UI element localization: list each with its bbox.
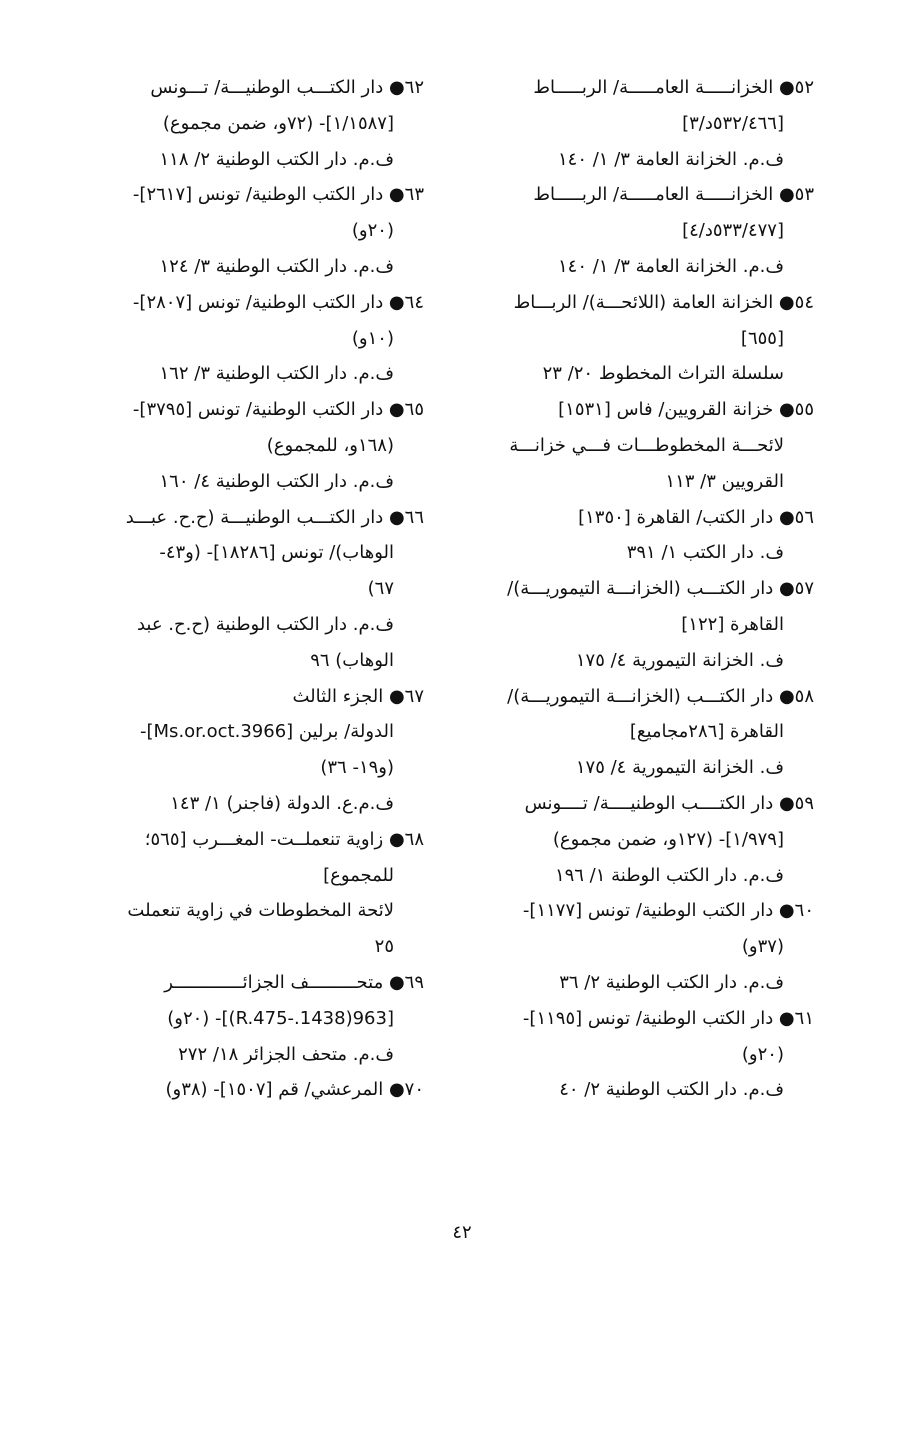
entry-heading-line: ٦٦● دار الكتـــب الوطنيـــة (ح.ح. عبـــد <box>125 506 424 528</box>
entry-detail-line: ف.م. الخزانة العامة ٣/ ١/ ١٤٠ <box>557 148 784 170</box>
entry-detail-line: الوهاب) ٩٦ <box>310 649 394 671</box>
entry-heading-line: ٥٣● الخزانـــــة العامـــــة/ الربـــــاط <box>533 184 814 206</box>
entry-heading-line: ٥٧● دار الكتـــب (الخزانـــة التيموريـــة)/ <box>507 578 814 600</box>
entry-detail-line: ف. الخزانة التيمورية ٤/ ١٧٥ <box>575 649 784 671</box>
page-number: ٤٢ <box>452 1222 472 1243</box>
entry-heading-line: ٦٠● دار الكتب الوطنية/ تونس [١١٧٧]- <box>522 900 814 922</box>
entry-detail-line: [١/٩٧٩]- (١٢٧و، ضمن مجموع) <box>552 828 784 850</box>
entry-detail-line: ف.م. الخزانة العامة ٣/ ١/ ١٤٠ <box>557 255 784 277</box>
entry-detail-line: (١٦٨و، للمجموع) <box>266 434 394 456</box>
entry-detail-line: للمجموع] <box>323 864 394 886</box>
entry-detail-line: ف. دار الكتب ١/ ٣٩١ <box>626 542 784 564</box>
entry-detail-line: لائحة المخطوطات في زاوية تنعملت <box>127 900 394 922</box>
entry-heading-line: ٥٥● خزانة القرويين/ فاس [١٥٣١] <box>558 399 814 421</box>
entry-detail-line: [٦٥٥] <box>740 327 784 349</box>
entry-heading-line: ٥٤● الخزانة العامة (اللائحـــة)/ الربـــاط <box>513 291 814 313</box>
entry-detail-line: (٣٧و) <box>741 936 784 958</box>
entry-detail-line: ف.م.ع. الدولة (فاجنر) ١/ ١٤٣ <box>170 792 394 814</box>
entry-heading-line: ٥٦● دار الكتب/ القاهرة [١٣٥٠] <box>578 506 814 528</box>
entry-detail-line: لائحـــة المخطوطـــات فـــي خزانـــة <box>509 434 784 456</box>
entry-heading-line: ٦٨● زاوية تنعملــت- المغـــرب [٥٦٥؛ <box>144 828 424 850</box>
entry-heading-line: ٦٣● دار الكتب الوطنية/ تونس [٢٦١٧]- <box>132 184 424 206</box>
entry-detail-line: ف. الخزانة التيمورية ٤/ ١٧٥ <box>575 757 784 779</box>
entry-heading-line: ٥٨● دار الكتـــب (الخزانـــة التيموريـــة)/ <box>507 685 814 707</box>
entry-detail-line: ف.م. دار الكتب الوطنية ٢/ ٤٠ <box>559 1079 784 1101</box>
entry-heading-line: ٦٤● دار الكتب الوطنية/ تونس [٢٨٠٧]- <box>132 291 424 313</box>
entry-detail-line: ف.م. دار الكتب الوطنية ٢/ ١١٨ <box>159 148 394 170</box>
entry-detail-line: ف.م. دار الكتب الوطنية ٢/ ٣٦ <box>559 971 784 993</box>
entry-detail-line: ف.م. متحف الجزائر ١٨/ ٢٧٢ <box>178 1043 394 1065</box>
entry-detail-line: القاهرة [١٢٢] <box>681 613 784 635</box>
entry-heading-line: ٥٢● الخزانـــــة العامـــــة/ الربـــــاط <box>533 77 814 98</box>
entry-detail-line: (٢٠و) <box>741 1043 784 1065</box>
entry-heading-line: ٦١● دار الكتب الوطنية/ تونس [١١٩٥]- <box>522 1007 814 1029</box>
entry-detail-line: (و١٩- ٣٦) <box>320 757 394 779</box>
entry-detail-line: [١/١٥٨٧]- (٧٢و، ضمن مجموع) <box>162 112 394 134</box>
entry-detail-line: ف.م. دار الكتب الوطنية ٤/ ١٦٠ <box>159 470 394 492</box>
entry-detail-line: ف.م. دار الكتب الوطنية ٣/ ١٢٤ <box>159 255 394 277</box>
entry-heading-line: ٧٠● المرعشي/ قم [١٥٠٧]- (٣٨و) <box>165 1079 424 1101</box>
entry-heading-line: ٥٩● دار الكتــــب الوطنيــــة/ تــــونس <box>524 792 814 814</box>
entry-detail-line: ف.م. دار الكتب الوطنية ٣/ ١٦٢ <box>159 363 394 385</box>
left-column <box>79 70 424 1108</box>
entry-detail-line: الوهاب)/ تونس [١٨٢٨٦]- (و٤٣- <box>159 542 394 564</box>
entry-heading-line: ٦٢● دار الكتـــب الوطنيـــة/ تـــونس <box>150 77 424 98</box>
entry-detail-line: (١٠و) <box>351 327 394 349</box>
entry-heading-line: ٦٥● دار الكتب الوطنية/ تونس [٣٧٩٥]- <box>132 399 424 421</box>
entry-detail-line: القرويين ٣/ ١١٣ <box>665 470 784 492</box>
entry-detail-line: الدولة/ برلين [Ms.or.oct.3966]- <box>140 721 394 743</box>
entry-detail-line: ٢٥ <box>374 936 394 958</box>
entry-detail-line: ف.م. دار الكتب الوطنة ١/ ١٩٦ <box>554 864 784 886</box>
right-column <box>469 70 814 1108</box>
entry-detail-line: (٢٠و) <box>351 220 394 242</box>
entry-heading-line: ٦٧● الجزء الثالث <box>292 685 424 707</box>
entry-heading-line: ٦٩● متحـــــــــف الجزائـــــــــــــر <box>164 971 424 993</box>
entry-detail-line: ف.م. دار الكتب الوطنية (ح.ح. عبد <box>136 613 394 635</box>
entry-detail-line: [٥٣٢/٤٦٦د/٣] <box>682 112 784 134</box>
entry-detail-line: [٥٣٣/٤٧٧د/٤] <box>682 220 784 242</box>
entry-detail-line: القاهرة [٢٨٦مجاميع] <box>629 721 784 743</box>
entry-detail-line: سلسلة التراث المخطوط ٢٠/ ٢٣ <box>542 363 784 385</box>
entry-detail-line: ٦٧) <box>367 578 394 600</box>
entry-detail-line: [963(1438.-R.475)]- (٢٠و) <box>167 1007 394 1029</box>
